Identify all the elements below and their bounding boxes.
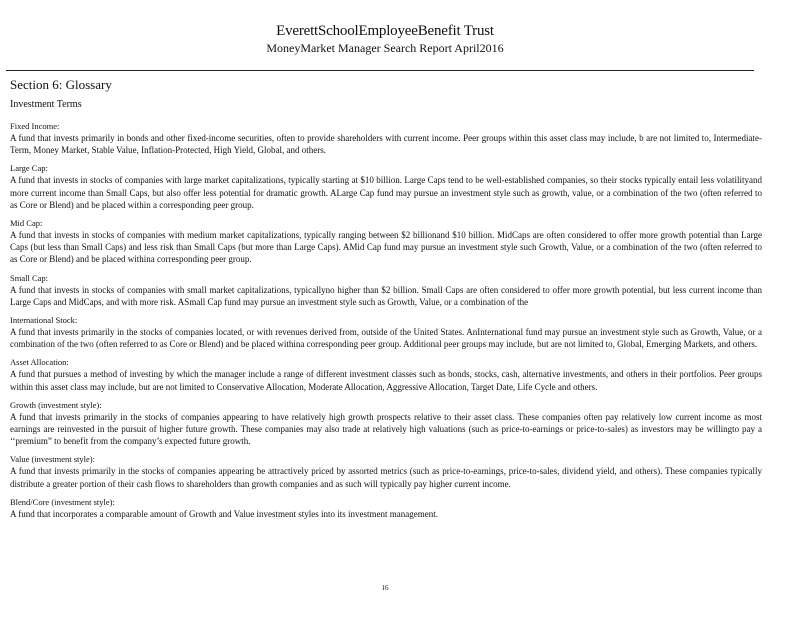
glossary-term: Small Cap: <box>10 272 49 283</box>
report-title: EverettSchoolEmployeeBenefit Trust <box>276 23 494 39</box>
glossary-definition: A fund that invests primarily in the stocks of companies appearing to have relatively high growth prospects relative to their asset class. These companies often pay relatively low current income as most earnings are reinvested in the pursuit of higher future growth. These companies may also trade at relatively high valuations (such as price-to-earnings or price-to-sales) as investors may be willingto pay a ‘‘premium” to benefit from the company’s expected future growth. <box>10 411 762 447</box>
glossary-term: Asset Allocation: <box>10 357 69 368</box>
glossary-term: Mid Cap: <box>10 218 43 229</box>
glossary-term: Large Cap: <box>10 163 48 174</box>
glossary-entry-fixed-income <box>10 120 762 156</box>
glossary-entry-large-cap <box>10 162 762 211</box>
glossary-entry-small-cap <box>10 272 762 308</box>
page-number: 16 <box>381 584 389 592</box>
glossary-definition: A fund that invests primarily in bonds and other fixed-income securities, often to provide shareholders with current income. Peer groups within this asset class may include, b are not limited to, Intermediate-Term, Money Market, Stable Value, Inflation-Protected, High Yield, Global, and others. <box>10 133 762 156</box>
glossary-entry-mid-cap <box>10 217 762 266</box>
glossary-definition: A fund that invests in stocks of companies with large market capitalizations, typically starting at $10 billion. Large Caps tend to be well-established companies, so their stocks typically entail less volatilityand more current income than Small Caps, but also offer less potential for dramatic growth. ALarge Cap fund may pursue an investment style such as growth, value, or a combination of the two (often referred to as Core or Blend) and be placed within a corresponding peer group. <box>10 175 762 210</box>
glossary-term: Fixed Income: <box>10 121 60 131</box>
glossary-definition: A fund that invests in stocks of companies with small market capitalizations, typicallyno higher than $2 billion. Small Caps are often considered to offer more growth potential, but less current income than Large Caps and MidCaps, and with more risk. ASmall Cap fund may pursue an investment style such as Growth, Value, or a combination of the <box>10 284 762 307</box>
glossary-list <box>10 120 762 526</box>
glossary-definition: A fund that invests in stocks of companies with medium market capitalizations, typically ranging between $2 billionand $10 billion. MidCaps are often considered to offer more growth potential than Large Caps (but less than Small Caps) and less risk than Small Caps (but more than Large Caps). AMid Cap fund may pursue an investment style such Growth, Value, or a combination of the two (often referred to as Core or Blend) and be placed withina corresponding peer group. <box>10 230 762 265</box>
glossary-term: Value (investment style): <box>10 454 95 465</box>
report-subtitle: MoneyMarket Manager Search Report April2016 <box>266 41 504 55</box>
glossary-term: International Stock: <box>10 315 78 326</box>
terms-heading: Investment Terms <box>10 99 82 110</box>
glossary-definition: A fund that invests primarily in the stocks of companies appearing be attractively priced by assorted metrics (such as price-to-earnings, price-to-sales, dividend yield, and others). These companies typically distribute a greater portion of their cash flows to shareholders than growth companies and as such will typically pay higher current income. <box>10 466 762 489</box>
glossary-term: Blend/Core (investment style): <box>10 496 115 507</box>
glossary-entry-value <box>10 453 762 489</box>
glossary-entry-blend-core <box>10 496 762 520</box>
glossary-definition: A fund that incorporates a comparable amount of Growth and Value investment styles into its investment management. <box>10 508 438 519</box>
header-divider <box>6 70 754 71</box>
glossary-definition: A fund that invests primarily in the stocks of companies located, or with revenues derived from, outside of the United States. AnInternational fund may pursue an investment style such as Growth, Value, or a combination of the two (often referred to as Core or Blend) and be placed withina corresponding peer group. Additional peer groups may include, but are not limited to, Global, Emerging Markets, and others. <box>10 327 762 350</box>
section-title: Section 6: Glossary <box>10 77 112 92</box>
glossary-entry-asset-allocation <box>10 356 762 392</box>
glossary-entry-international-stock <box>10 314 762 350</box>
glossary-definition: A fund that pursues a method of investing by which the manager include a range of different investment classes such as bonds, stocks, cash, alternative investments, and others in their portfolios. Peer groups within this asset class may include, but are not limited to Conservative Allocation, Moderate Allocation, Aggressive Allocation, Target Date, Life Cycle and others. <box>10 369 762 392</box>
glossary-term: Growth (investment style): <box>10 399 102 410</box>
glossary-entry-growth <box>10 399 762 448</box>
report-header <box>0 22 770 56</box>
